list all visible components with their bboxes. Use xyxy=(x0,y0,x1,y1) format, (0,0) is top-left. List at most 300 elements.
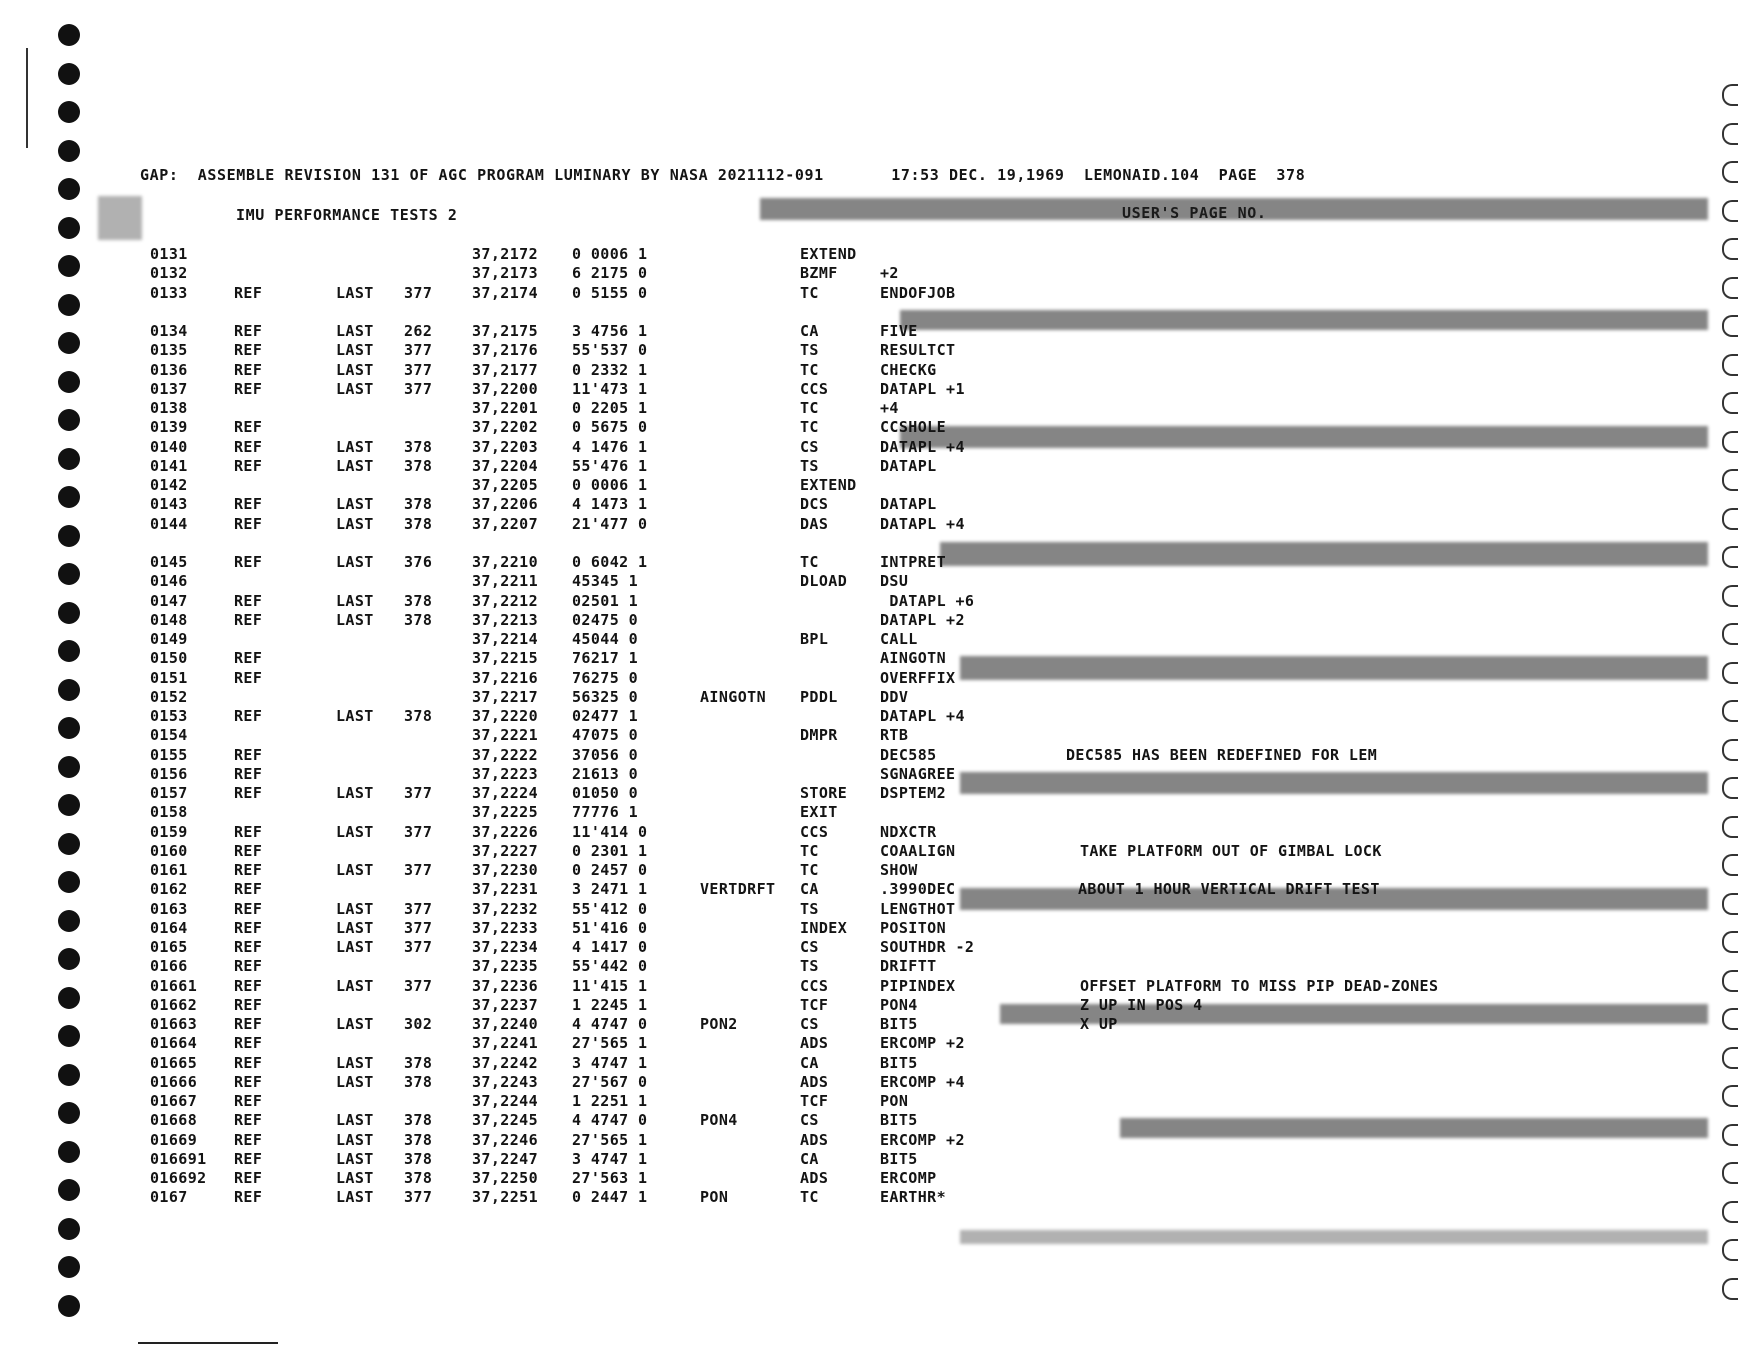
octal-code: 0 5155 0 xyxy=(572,283,648,302)
symbol-label: AINGOTN xyxy=(700,687,767,706)
operand: ERCOMP xyxy=(880,1169,937,1187)
ref-keyword: REF xyxy=(234,1111,263,1130)
perforation-hole xyxy=(58,63,80,85)
scan-smudge xyxy=(940,542,1708,566)
last-number: 377 xyxy=(404,861,433,879)
operand: DATAPL +6 xyxy=(880,591,975,610)
ref-keyword: REF xyxy=(234,283,263,302)
operand: AINGOTN xyxy=(880,649,947,668)
perforation-hole xyxy=(1722,508,1738,530)
margin-tick xyxy=(26,48,28,148)
ref-keyword: REF xyxy=(234,1053,263,1072)
seq-number: 0164 xyxy=(150,918,188,937)
last-number: 378 xyxy=(404,514,433,533)
last-keyword: LAST xyxy=(336,437,374,456)
octal-code: 4 1417 0 xyxy=(572,938,648,956)
seq-number: 0167 xyxy=(150,1188,188,1207)
operand: NDXCTR xyxy=(880,822,937,841)
perforation-hole xyxy=(58,255,80,277)
operand: INTPRET xyxy=(880,553,947,571)
seq-number: 0144 xyxy=(150,514,188,533)
operand: +4 xyxy=(880,399,899,417)
perforation-hole xyxy=(58,640,80,662)
operand: CHECKG xyxy=(880,360,937,379)
perforation-hole xyxy=(1722,1124,1738,1146)
opcode: EXTEND xyxy=(800,476,857,494)
operand: RTB xyxy=(880,726,909,745)
ref-keyword: REF xyxy=(234,668,263,687)
operand: DATAPL +2 xyxy=(880,610,965,629)
address: 37,2175 xyxy=(472,322,539,340)
last-keyword: LAST xyxy=(336,1111,374,1130)
seq-number: 0159 xyxy=(150,822,188,841)
address: 37,2207 xyxy=(472,514,539,533)
scan-smudge xyxy=(900,426,1708,448)
perforation-hole xyxy=(1722,354,1738,376)
perforation-hole xyxy=(1722,700,1738,722)
operand: CCSHOLE xyxy=(880,418,947,437)
opcode: TC xyxy=(800,841,819,860)
ref-keyword: REF xyxy=(234,1034,263,1053)
address: 37,2242 xyxy=(472,1053,539,1072)
seq-number: 0147 xyxy=(150,591,188,610)
octal-code: 4 4747 0 xyxy=(572,1015,648,1033)
octal-code: 47075 0 xyxy=(572,726,639,745)
perforation-hole xyxy=(1722,315,1738,337)
address: 37,2216 xyxy=(472,668,539,687)
opcode: ADS xyxy=(800,1072,829,1091)
ref-keyword: REF xyxy=(234,322,263,340)
perforation-hole xyxy=(1722,238,1738,260)
octal-code: 4 1473 1 xyxy=(572,495,648,514)
opcode: CCS xyxy=(800,822,829,841)
perforation-hole xyxy=(1722,469,1738,491)
seq-number: 0148 xyxy=(150,610,188,629)
address: 37,2224 xyxy=(472,784,539,802)
perforation-hole xyxy=(1722,1278,1738,1300)
scan-smudge xyxy=(98,196,142,240)
operand: DATAPL +4 xyxy=(880,707,965,725)
ref-keyword: REF xyxy=(234,822,263,841)
perforation-hole xyxy=(58,563,80,585)
scan-smudge xyxy=(1120,1118,1708,1138)
perforation-hole xyxy=(1722,1047,1738,1069)
ref-keyword: REF xyxy=(234,360,263,379)
perforation-hole xyxy=(58,1218,80,1240)
opcode: CS xyxy=(800,1015,819,1033)
perforation-hole xyxy=(1722,200,1738,222)
address: 37,2217 xyxy=(472,687,539,706)
operand: BIT5 xyxy=(880,1149,918,1168)
perforation-hole xyxy=(58,409,80,431)
seq-number: 0157 xyxy=(150,784,188,802)
address: 37,2212 xyxy=(472,591,539,610)
opcode: BZMF xyxy=(800,264,838,283)
perforation-hole xyxy=(58,987,80,1009)
octal-code: 0 2205 1 xyxy=(572,399,648,417)
operand: DSU xyxy=(880,572,909,591)
seq-number: 0139 xyxy=(150,418,188,437)
seq-number: 0160 xyxy=(150,841,188,860)
octal-code: 11'473 1 xyxy=(572,379,648,398)
octal-code: 21613 0 xyxy=(572,764,639,783)
opcode: TCF xyxy=(800,1092,829,1110)
last-number: 378 xyxy=(404,1111,433,1130)
last-keyword: LAST xyxy=(336,861,374,879)
perforation-hole xyxy=(58,1179,80,1201)
last-number: 377 xyxy=(404,976,433,995)
octal-code: 1 2251 1 xyxy=(572,1092,648,1110)
opcode: CS xyxy=(800,938,819,956)
perforation-hole xyxy=(58,178,80,200)
seq-number: 0141 xyxy=(150,456,188,475)
address: 37,2200 xyxy=(472,379,539,398)
octal-code: 6 2175 0 xyxy=(572,264,648,283)
address: 37,2237 xyxy=(472,995,539,1014)
opcode: ADS xyxy=(800,1034,829,1053)
perforation-hole xyxy=(58,101,80,123)
last-number: 378 xyxy=(404,591,433,610)
perforation-hole xyxy=(58,717,80,739)
operand: PON xyxy=(880,1092,909,1110)
operand: DSPTEM2 xyxy=(880,784,947,802)
seq-number: 0154 xyxy=(150,726,188,745)
comment: OFFSET PLATFORM TO MISS PIP DEAD-ZONES xyxy=(1080,976,1439,995)
operand: DATAPL +4 xyxy=(880,437,965,456)
perforation-hole xyxy=(1722,1008,1738,1030)
perforation-hole xyxy=(1722,1201,1738,1223)
octal-code: 02501 1 xyxy=(572,591,639,610)
perforation-hole xyxy=(1722,123,1738,145)
ref-keyword: REF xyxy=(234,880,263,899)
ref-keyword: REF xyxy=(234,1149,263,1168)
operand: PON4 xyxy=(880,995,918,1014)
seq-number: 01667 xyxy=(150,1092,198,1110)
perforation-hole xyxy=(1722,739,1738,761)
seq-number: 0152 xyxy=(150,687,188,706)
last-keyword: LAST xyxy=(336,591,374,610)
last-number: 378 xyxy=(404,1072,433,1091)
perforation-hole xyxy=(58,448,80,470)
last-keyword: LAST xyxy=(336,283,374,302)
perforation-hole xyxy=(1722,161,1738,183)
address: 37,2231 xyxy=(472,880,539,899)
opcode: DCS xyxy=(800,495,829,514)
seq-number: 0150 xyxy=(150,649,188,668)
opcode: TC xyxy=(800,553,819,571)
perforation-hole xyxy=(58,1256,80,1278)
seq-number: 0137 xyxy=(150,379,188,398)
operand: SGNAGREE xyxy=(880,764,956,783)
octal-code: 3 2471 1 xyxy=(572,880,648,899)
seq-number: 01661 xyxy=(150,976,198,995)
ref-keyword: REF xyxy=(234,456,263,475)
octal-code: 27'565 1 xyxy=(572,1130,648,1149)
octal-code: 45044 0 xyxy=(572,630,639,648)
comment: X UP xyxy=(1080,1015,1118,1033)
address: 37,2226 xyxy=(472,822,539,841)
seq-number: 01668 xyxy=(150,1111,198,1130)
ref-keyword: REF xyxy=(234,379,263,398)
opcode: TS xyxy=(800,899,819,918)
address: 37,2235 xyxy=(472,957,539,976)
last-number: 378 xyxy=(404,707,433,725)
address: 37,2246 xyxy=(472,1130,539,1149)
operand: DATAPL +4 xyxy=(880,514,965,533)
opcode: STORE xyxy=(800,784,848,802)
operand: FIVE xyxy=(880,322,918,340)
perforation-hole xyxy=(1722,931,1738,953)
symbol-label: PON xyxy=(700,1188,729,1207)
octal-code: 76275 0 xyxy=(572,668,639,687)
last-number: 377 xyxy=(404,283,433,302)
seq-number: 01662 xyxy=(150,995,198,1014)
perforation-hole xyxy=(58,833,80,855)
address: 37,2232 xyxy=(472,899,539,918)
octal-code: 27'563 1 xyxy=(572,1169,648,1187)
seq-number: 01664 xyxy=(150,1034,198,1053)
last-keyword: LAST xyxy=(336,322,374,340)
last-keyword: LAST xyxy=(336,822,374,841)
last-keyword: LAST xyxy=(336,610,374,629)
perforation-hole xyxy=(58,525,80,547)
perforation-hole xyxy=(58,910,80,932)
ref-keyword: REF xyxy=(234,610,263,629)
last-keyword: LAST xyxy=(336,1130,374,1149)
opcode: TS xyxy=(800,341,819,360)
address: 37,2247 xyxy=(472,1149,539,1168)
octal-code: 11'415 1 xyxy=(572,976,648,995)
address: 37,2251 xyxy=(472,1188,539,1207)
address: 37,2201 xyxy=(472,399,539,417)
seq-number: 0140 xyxy=(150,437,188,456)
seq-number: 0136 xyxy=(150,360,188,379)
last-number: 377 xyxy=(404,360,433,379)
comment: DEC585 HAS BEEN REDEFINED FOR LEM xyxy=(1066,745,1378,764)
perforation-hole xyxy=(58,1141,80,1163)
last-keyword: LAST xyxy=(336,707,374,725)
last-number: 378 xyxy=(404,495,433,514)
ref-keyword: REF xyxy=(234,1092,263,1110)
octal-code: 56325 0 xyxy=(572,687,639,706)
address: 37,2206 xyxy=(472,495,539,514)
opcode: CA xyxy=(800,1053,819,1072)
ref-keyword: REF xyxy=(234,553,263,571)
ref-keyword: REF xyxy=(234,418,263,437)
seq-number: 0161 xyxy=(150,861,188,879)
ref-keyword: REF xyxy=(234,899,263,918)
opcode: DLOAD xyxy=(800,572,848,591)
last-keyword: LAST xyxy=(336,456,374,475)
octal-code: 27'567 0 xyxy=(572,1072,648,1091)
opcode: CA xyxy=(800,880,819,899)
last-keyword: LAST xyxy=(336,1072,374,1091)
ref-keyword: REF xyxy=(234,957,263,976)
seq-number: 01669 xyxy=(150,1130,198,1149)
last-keyword: LAST xyxy=(336,341,374,360)
seq-number: 01666 xyxy=(150,1072,198,1091)
ref-keyword: REF xyxy=(234,437,263,456)
octal-code: 37056 0 xyxy=(572,745,639,764)
perforation-hole xyxy=(1722,623,1738,645)
operand: ENDOFJOB xyxy=(880,283,956,302)
last-keyword: LAST xyxy=(336,495,374,514)
opcode: TC xyxy=(800,1188,819,1207)
ref-keyword: REF xyxy=(234,649,263,668)
perforation-hole xyxy=(58,756,80,778)
operand: RESULTCT xyxy=(880,341,956,360)
scan-smudge xyxy=(960,656,1708,680)
perforation-hole xyxy=(58,217,80,239)
address: 37,2230 xyxy=(472,861,539,879)
perforation-hole xyxy=(58,486,80,508)
seq-number: 0166 xyxy=(150,957,188,976)
left-perforations xyxy=(58,24,82,1324)
operand: DATAPL +1 xyxy=(880,379,965,398)
opcode: DAS xyxy=(800,514,829,533)
address: 37,2172 xyxy=(472,245,539,263)
operand: DDV xyxy=(880,687,909,706)
address: 37,2215 xyxy=(472,649,539,668)
last-keyword: LAST xyxy=(336,784,374,802)
opcode: ADS xyxy=(800,1169,829,1187)
seq-number: 0135 xyxy=(150,341,188,360)
octal-code: 0 0006 1 xyxy=(572,245,648,263)
opcode: CCS xyxy=(800,976,829,995)
address: 37,2236 xyxy=(472,976,539,995)
octal-code: 77776 1 xyxy=(572,803,639,822)
opcode: TC xyxy=(800,861,819,879)
seq-number: 0163 xyxy=(150,899,188,918)
octal-code: 55'476 1 xyxy=(572,456,648,475)
seq-number: 0134 xyxy=(150,322,188,340)
perforation-hole xyxy=(1722,1085,1738,1107)
operand: COAALIGN xyxy=(880,841,956,860)
octal-code: 3 4747 1 xyxy=(572,1149,648,1168)
operand: +2 xyxy=(880,264,899,283)
operand: PIPINDEX xyxy=(880,976,956,995)
ref-keyword: REF xyxy=(234,918,263,937)
octal-code: 02477 1 xyxy=(572,707,639,725)
seq-number: 01665 xyxy=(150,1053,198,1072)
operand: DATAPL xyxy=(880,495,937,514)
seq-number: 0133 xyxy=(150,283,188,302)
operand: BIT5 xyxy=(880,1111,918,1130)
scan-smudge xyxy=(960,1230,1708,1244)
address: 37,2176 xyxy=(472,341,539,360)
address: 37,2240 xyxy=(472,1015,539,1033)
opcode: TCF xyxy=(800,995,829,1014)
octal-code: 02475 0 xyxy=(572,610,639,629)
last-keyword: LAST xyxy=(336,1149,374,1168)
seq-number: 0162 xyxy=(150,880,188,899)
operand: ERCOMP +2 xyxy=(880,1034,965,1053)
perforation-hole xyxy=(1722,893,1738,915)
scan-smudge xyxy=(900,310,1708,330)
right-perforations xyxy=(1722,84,1740,1314)
octal-code: 4 1476 1 xyxy=(572,437,648,456)
symbol-label: VERTDRFT xyxy=(700,880,776,899)
last-number: 377 xyxy=(404,784,433,802)
perforation-hole xyxy=(1722,585,1738,607)
ref-keyword: REF xyxy=(234,1015,263,1033)
operand: POSITON xyxy=(880,918,947,937)
last-number: 377 xyxy=(404,379,433,398)
address: 37,2222 xyxy=(472,745,539,764)
operand: BIT5 xyxy=(880,1015,918,1033)
seq-number: 0156 xyxy=(150,764,188,783)
perforation-hole xyxy=(1722,1239,1738,1261)
address: 37,2211 xyxy=(472,572,539,591)
octal-code: 3 4756 1 xyxy=(572,322,648,340)
last-number: 378 xyxy=(404,610,433,629)
address: 37,2204 xyxy=(472,456,539,475)
seq-number: 0146 xyxy=(150,572,188,591)
ref-keyword: REF xyxy=(234,784,263,802)
last-number: 377 xyxy=(404,1188,433,1207)
operand: SHOW xyxy=(880,861,918,879)
octal-code: 55'537 0 xyxy=(572,341,648,360)
section-title: IMU PERFORMANCE TESTS 2 xyxy=(236,206,458,224)
address: 37,2177 xyxy=(472,360,539,379)
ref-keyword: REF xyxy=(234,495,263,514)
address: 37,2225 xyxy=(472,803,539,822)
operand: .3990DEC xyxy=(880,880,956,899)
ref-keyword: REF xyxy=(234,976,263,995)
address: 37,2245 xyxy=(472,1111,539,1130)
last-number: 377 xyxy=(404,341,433,360)
seq-number: 0151 xyxy=(150,668,188,687)
last-number: 376 xyxy=(404,553,433,571)
octal-code: 76217 1 xyxy=(572,649,639,668)
seq-number: 0145 xyxy=(150,553,188,571)
seq-number: 0142 xyxy=(150,476,188,494)
last-number: 377 xyxy=(404,938,433,956)
perforation-hole xyxy=(1722,777,1738,799)
last-number: 377 xyxy=(404,899,433,918)
seq-number: 0132 xyxy=(150,264,188,283)
operand: DATAPL xyxy=(880,456,937,475)
ref-keyword: REF xyxy=(234,764,263,783)
opcode: TS xyxy=(800,456,819,475)
octal-code: 0 2457 0 xyxy=(572,861,648,879)
last-keyword: LAST xyxy=(336,938,374,956)
perforation-hole xyxy=(58,332,80,354)
seq-number: 0155 xyxy=(150,745,188,764)
perforation-hole xyxy=(58,794,80,816)
last-keyword: LAST xyxy=(336,1015,374,1033)
perforation-hole xyxy=(58,1295,80,1317)
operand: DRIFTT xyxy=(880,957,937,976)
last-keyword: LAST xyxy=(336,379,374,398)
opcode: ADS xyxy=(800,1130,829,1149)
octal-code: 0 0006 1 xyxy=(572,476,648,494)
perforation-hole xyxy=(58,1025,80,1047)
last-keyword: LAST xyxy=(336,1053,374,1072)
address: 37,2205 xyxy=(472,476,539,494)
seq-number: 016692 xyxy=(150,1169,207,1187)
last-keyword: LAST xyxy=(336,553,374,571)
address: 37,2223 xyxy=(472,764,539,783)
address: 37,2220 xyxy=(472,707,539,725)
scan-smudge xyxy=(760,198,1708,220)
octal-code: 45345 1 xyxy=(572,572,639,591)
last-number: 378 xyxy=(404,1149,433,1168)
opcode: TC xyxy=(800,360,819,379)
operand: BIT5 xyxy=(880,1053,918,1072)
octal-code: 0 5675 0 xyxy=(572,418,648,437)
last-number: 378 xyxy=(404,1053,433,1072)
